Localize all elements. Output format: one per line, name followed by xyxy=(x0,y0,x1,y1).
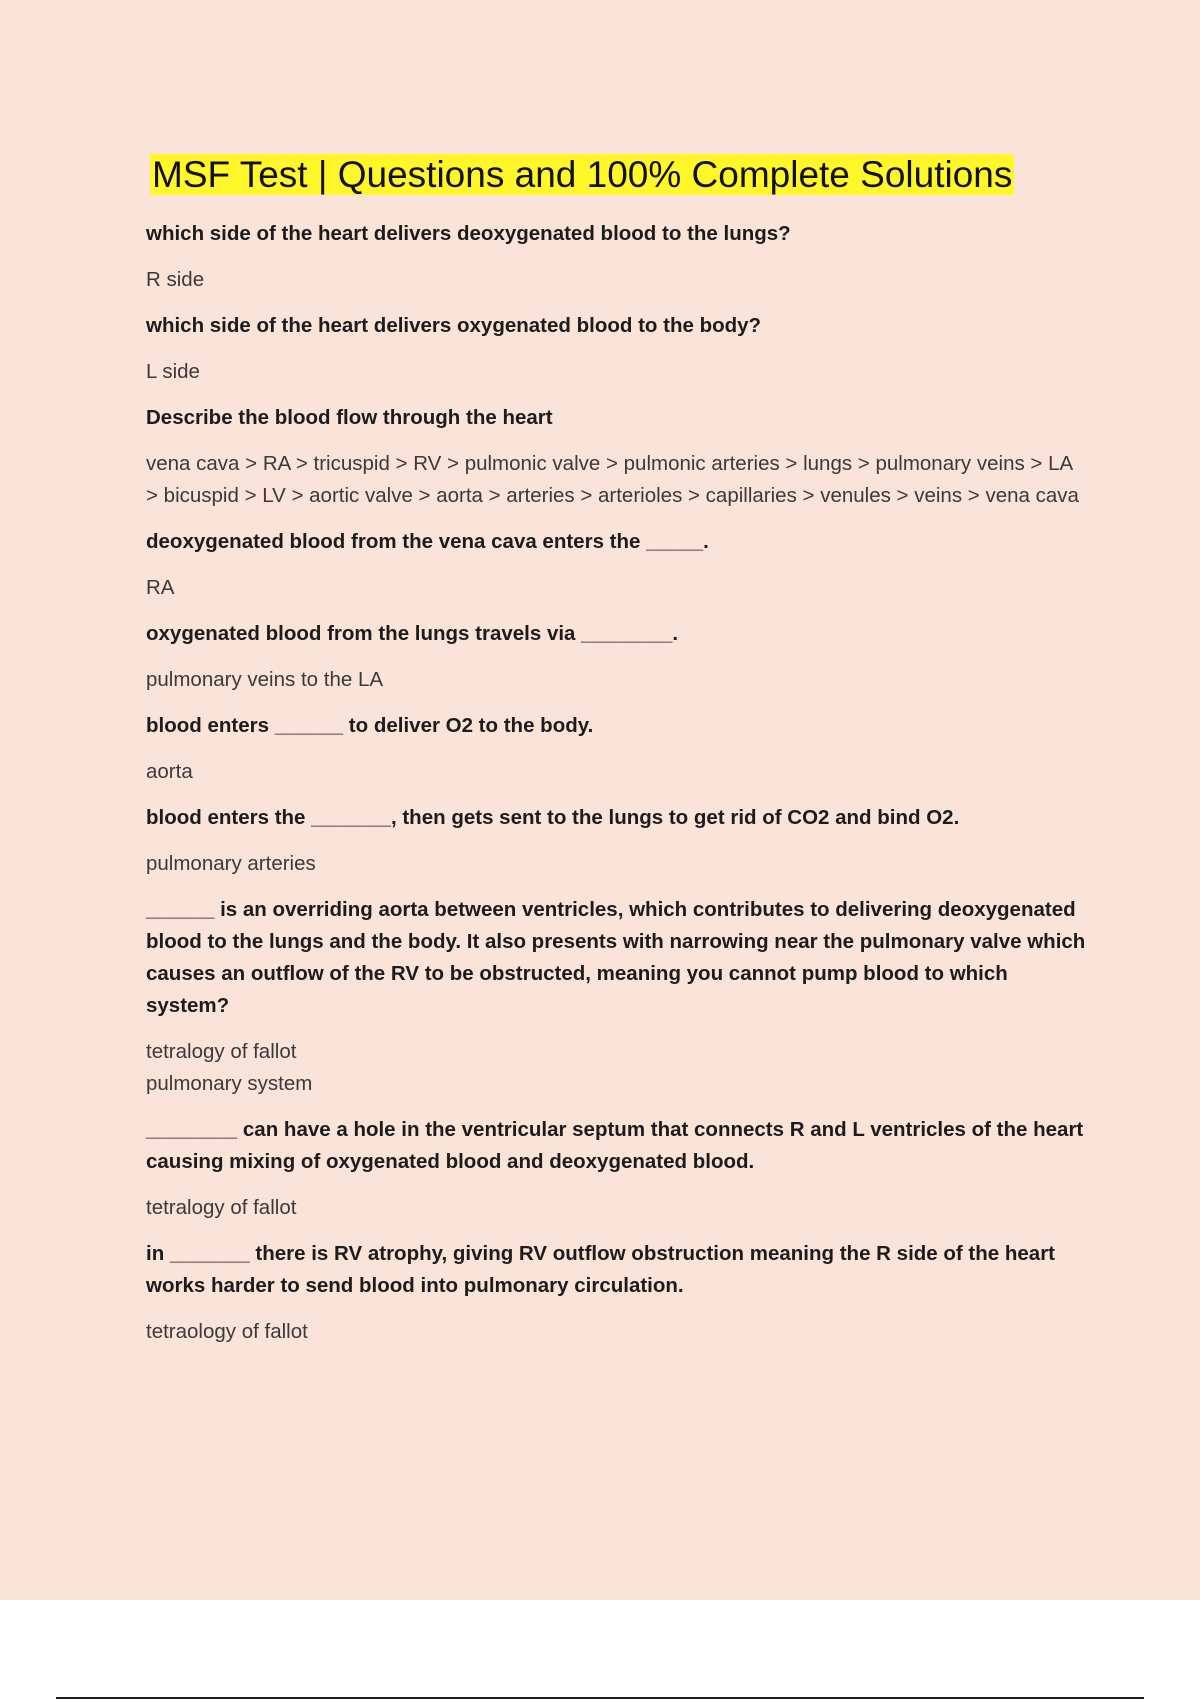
question-9: ________ can have a hole in the ventricular septum that connects R and L ventricles of the heart causing mixing of oxygenated blood and deoxygenated blood. xyxy=(146,1118,1084,1173)
question-5: oxygenated blood from the lungs travels via ________. xyxy=(146,622,679,645)
answer-8: tetralogy of fallot pulmonary system xyxy=(146,1040,313,1095)
question-6: blood enters ______ to deliver O2 to the body. xyxy=(146,714,594,737)
document-title-text: MSF Test | Questions and 100% Complete Solutions xyxy=(152,154,1013,195)
qa-list xyxy=(146,218,1086,1362)
document-title xyxy=(150,148,1014,202)
question-2: which side of the heart delivers oxygenated blood to the body? xyxy=(146,314,762,337)
answer-2: L side xyxy=(146,360,200,383)
question-1: which side of the heart delivers deoxygenated blood to the lungs? xyxy=(146,222,791,245)
question-8: ______ is an overriding aorta between ventricles, which contributes to delivering deoxygenated blood to the lungs and the body. It also presents with narrowing near the pulmonary valve which causes an outflow of the RV to be obstructed, meaning you cannot pump blood to which system? xyxy=(146,898,1086,1017)
answer-4: RA xyxy=(146,576,175,599)
footer-divider xyxy=(56,1697,1144,1699)
question-4: deoxygenated blood from the vena cava enters the _____. xyxy=(146,530,709,553)
answer-9: tetralogy of fallot xyxy=(146,1196,297,1219)
answer-1: R side xyxy=(146,268,205,291)
answer-5: pulmonary veins to the LA xyxy=(146,668,384,691)
question-3: Describe the blood flow through the heart xyxy=(146,406,553,429)
answer-10: tetraology of fallot xyxy=(146,1320,308,1343)
question-10: in _______ there is RV atrophy, giving RV outflow obstruction meaning the R side of the heart works harder to send blood into pulmonary circulation. xyxy=(146,1242,1055,1297)
answer-7: pulmonary arteries xyxy=(146,852,316,875)
answer-6: aorta xyxy=(146,760,193,783)
answer-3: vena cava > RA > tricuspid > RV > pulmonic valve > pulmonic arteries > lungs > pulmonary veins > LA > bicuspid > LV > aortic valve > aorta > arteries > arterioles > capillaries > venules > veins > vena cava xyxy=(146,452,1079,507)
question-7: blood enters the _______, then gets sent to the lungs to get rid of CO2 and bind O2. xyxy=(146,806,960,829)
